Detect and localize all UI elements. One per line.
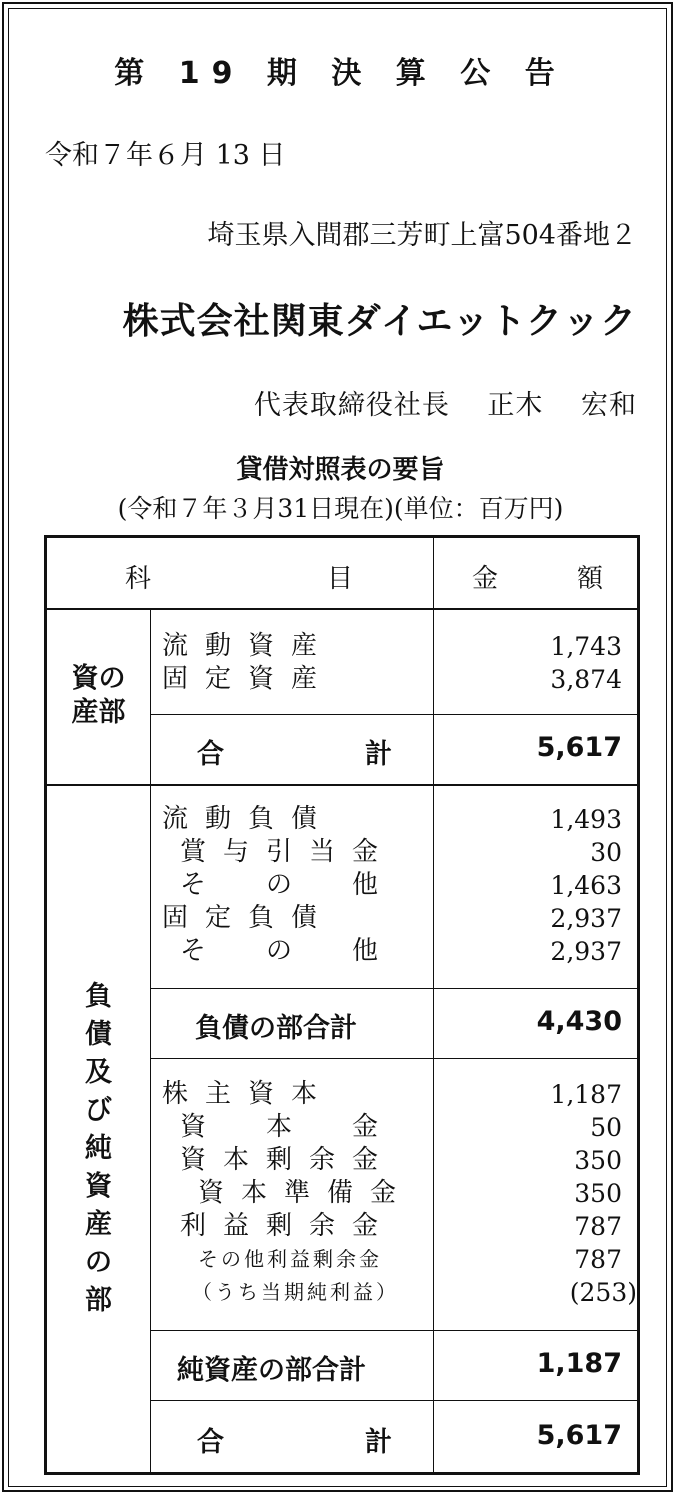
- item-label: そ の 他: [180, 936, 396, 966]
- item-label: 資本剰余金: [180, 1145, 396, 1175]
- item-label: 利益剰余金: [180, 1211, 396, 1241]
- list-item: [162, 663, 622, 696]
- assets-total-value: 5,617: [536, 732, 622, 763]
- assets-label-line2: 産部: [71, 697, 126, 728]
- section-label-char: 負: [85, 981, 112, 1012]
- equity-items-rule: [150, 1330, 637, 1331]
- liability-items-rule: [150, 988, 637, 989]
- list-item: [162, 803, 622, 836]
- item-value: 350: [574, 1179, 622, 1208]
- item-label: （うち当期純利益）: [192, 1280, 399, 1304]
- company-name: 株式会社関東ダイエットクック: [122, 301, 637, 342]
- list-item: [162, 836, 622, 869]
- item-value: 787: [574, 1212, 622, 1241]
- list-item: [162, 869, 622, 902]
- liability-total-value: 4,430: [536, 1006, 622, 1037]
- item-label: 流動資産: [162, 631, 335, 661]
- item-label: 流動負債: [162, 804, 335, 834]
- grand-total-label-right: 計: [365, 1427, 392, 1458]
- list-item: [162, 1243, 637, 1276]
- equity-items: [162, 1078, 637, 1309]
- section-label-char: 部: [85, 1285, 112, 1316]
- section-label-char: 純: [85, 1133, 112, 1164]
- list-item: [162, 1210, 637, 1243]
- item-value: 787: [574, 1245, 622, 1274]
- assets-end-rule: [47, 784, 637, 786]
- list-item: [162, 1144, 637, 1177]
- liability-total-rule: [150, 1058, 637, 1059]
- item-label: 資本準備金: [198, 1178, 414, 1208]
- list-item: [162, 902, 622, 935]
- list-item: [162, 1276, 637, 1309]
- notice-title: 第 19 期 決 算 公 告: [114, 56, 567, 91]
- item-value: 2,937: [550, 904, 622, 933]
- list-item: [162, 1078, 637, 1111]
- notice-date: 令和７年６月 13 日: [45, 140, 286, 171]
- item-value: 2,937: [550, 937, 622, 966]
- section-label-char: 債: [85, 1019, 112, 1050]
- item-label: 固定資産: [162, 664, 335, 694]
- assets-label-line1: 資の: [71, 663, 126, 694]
- item-label: その他利益剰余金: [198, 1247, 382, 1271]
- item-label: 株主資本: [162, 1079, 335, 1109]
- representative: 代表取締役社長 正木 宏和: [253, 390, 637, 421]
- item-value: 30: [590, 838, 622, 867]
- assets-total-label-right: 計: [365, 739, 392, 770]
- item-value: (253): [569, 1278, 637, 1307]
- equity-total-rule: [150, 1400, 637, 1401]
- item-value: 1,187: [550, 1080, 622, 1109]
- header-rule: [47, 608, 637, 610]
- assets-items-rule: [150, 714, 637, 715]
- balance-sheet-table: [44, 535, 640, 1475]
- divider-section: [150, 608, 151, 1475]
- statement-title: 貸借対照表の要旨: [236, 455, 445, 485]
- item-value: 50: [590, 1113, 622, 1142]
- list-item: [162, 1177, 637, 1210]
- list-item: [162, 1111, 637, 1144]
- assets-section-label: [47, 662, 150, 730]
- header-item-left: 科: [125, 564, 152, 594]
- item-value: 350: [574, 1146, 622, 1175]
- item-label: そ の 他: [180, 870, 396, 900]
- item-label: 資 本 金: [180, 1112, 396, 1142]
- assets-items: [162, 630, 622, 696]
- section-label-char: 及: [85, 1057, 112, 1088]
- section-label-char: 資: [85, 1171, 112, 1202]
- list-item: [162, 935, 622, 968]
- section-label-char: び: [85, 1095, 112, 1126]
- liability-total-label: 負債の部合計: [195, 1013, 357, 1044]
- item-value: 1,493: [550, 805, 622, 834]
- statement-date-unit: (令和７年３月31日現在)(単位：百万円): [117, 494, 564, 523]
- liabilities-equity-section-label: [47, 978, 150, 1320]
- header-item-right: 目: [327, 564, 354, 594]
- header-amount-right: 額: [577, 564, 604, 594]
- item-label: 賞与引当金: [180, 837, 396, 867]
- company-address: 埼玉県入間郡三芳町上富504番地２: [207, 220, 637, 251]
- header-amount-left: 金: [472, 564, 499, 594]
- grand-total-value: 5,617: [536, 1420, 622, 1451]
- item-label: 固定負債: [162, 903, 335, 933]
- grand-total-label-left: 合: [197, 1427, 224, 1458]
- item-value: 1,463: [550, 871, 622, 900]
- liability-items: [162, 803, 622, 968]
- item-value: 3,874: [550, 665, 622, 694]
- equity-total-label: 純資産の部合計: [177, 1355, 366, 1386]
- item-value: 1,743: [550, 632, 622, 661]
- equity-total-value: 1,187: [536, 1348, 622, 1379]
- list-item: [162, 630, 622, 663]
- section-label-char: の: [85, 1247, 112, 1278]
- assets-total-label-left: 合: [197, 739, 224, 770]
- section-label-char: 産: [85, 1209, 112, 1240]
